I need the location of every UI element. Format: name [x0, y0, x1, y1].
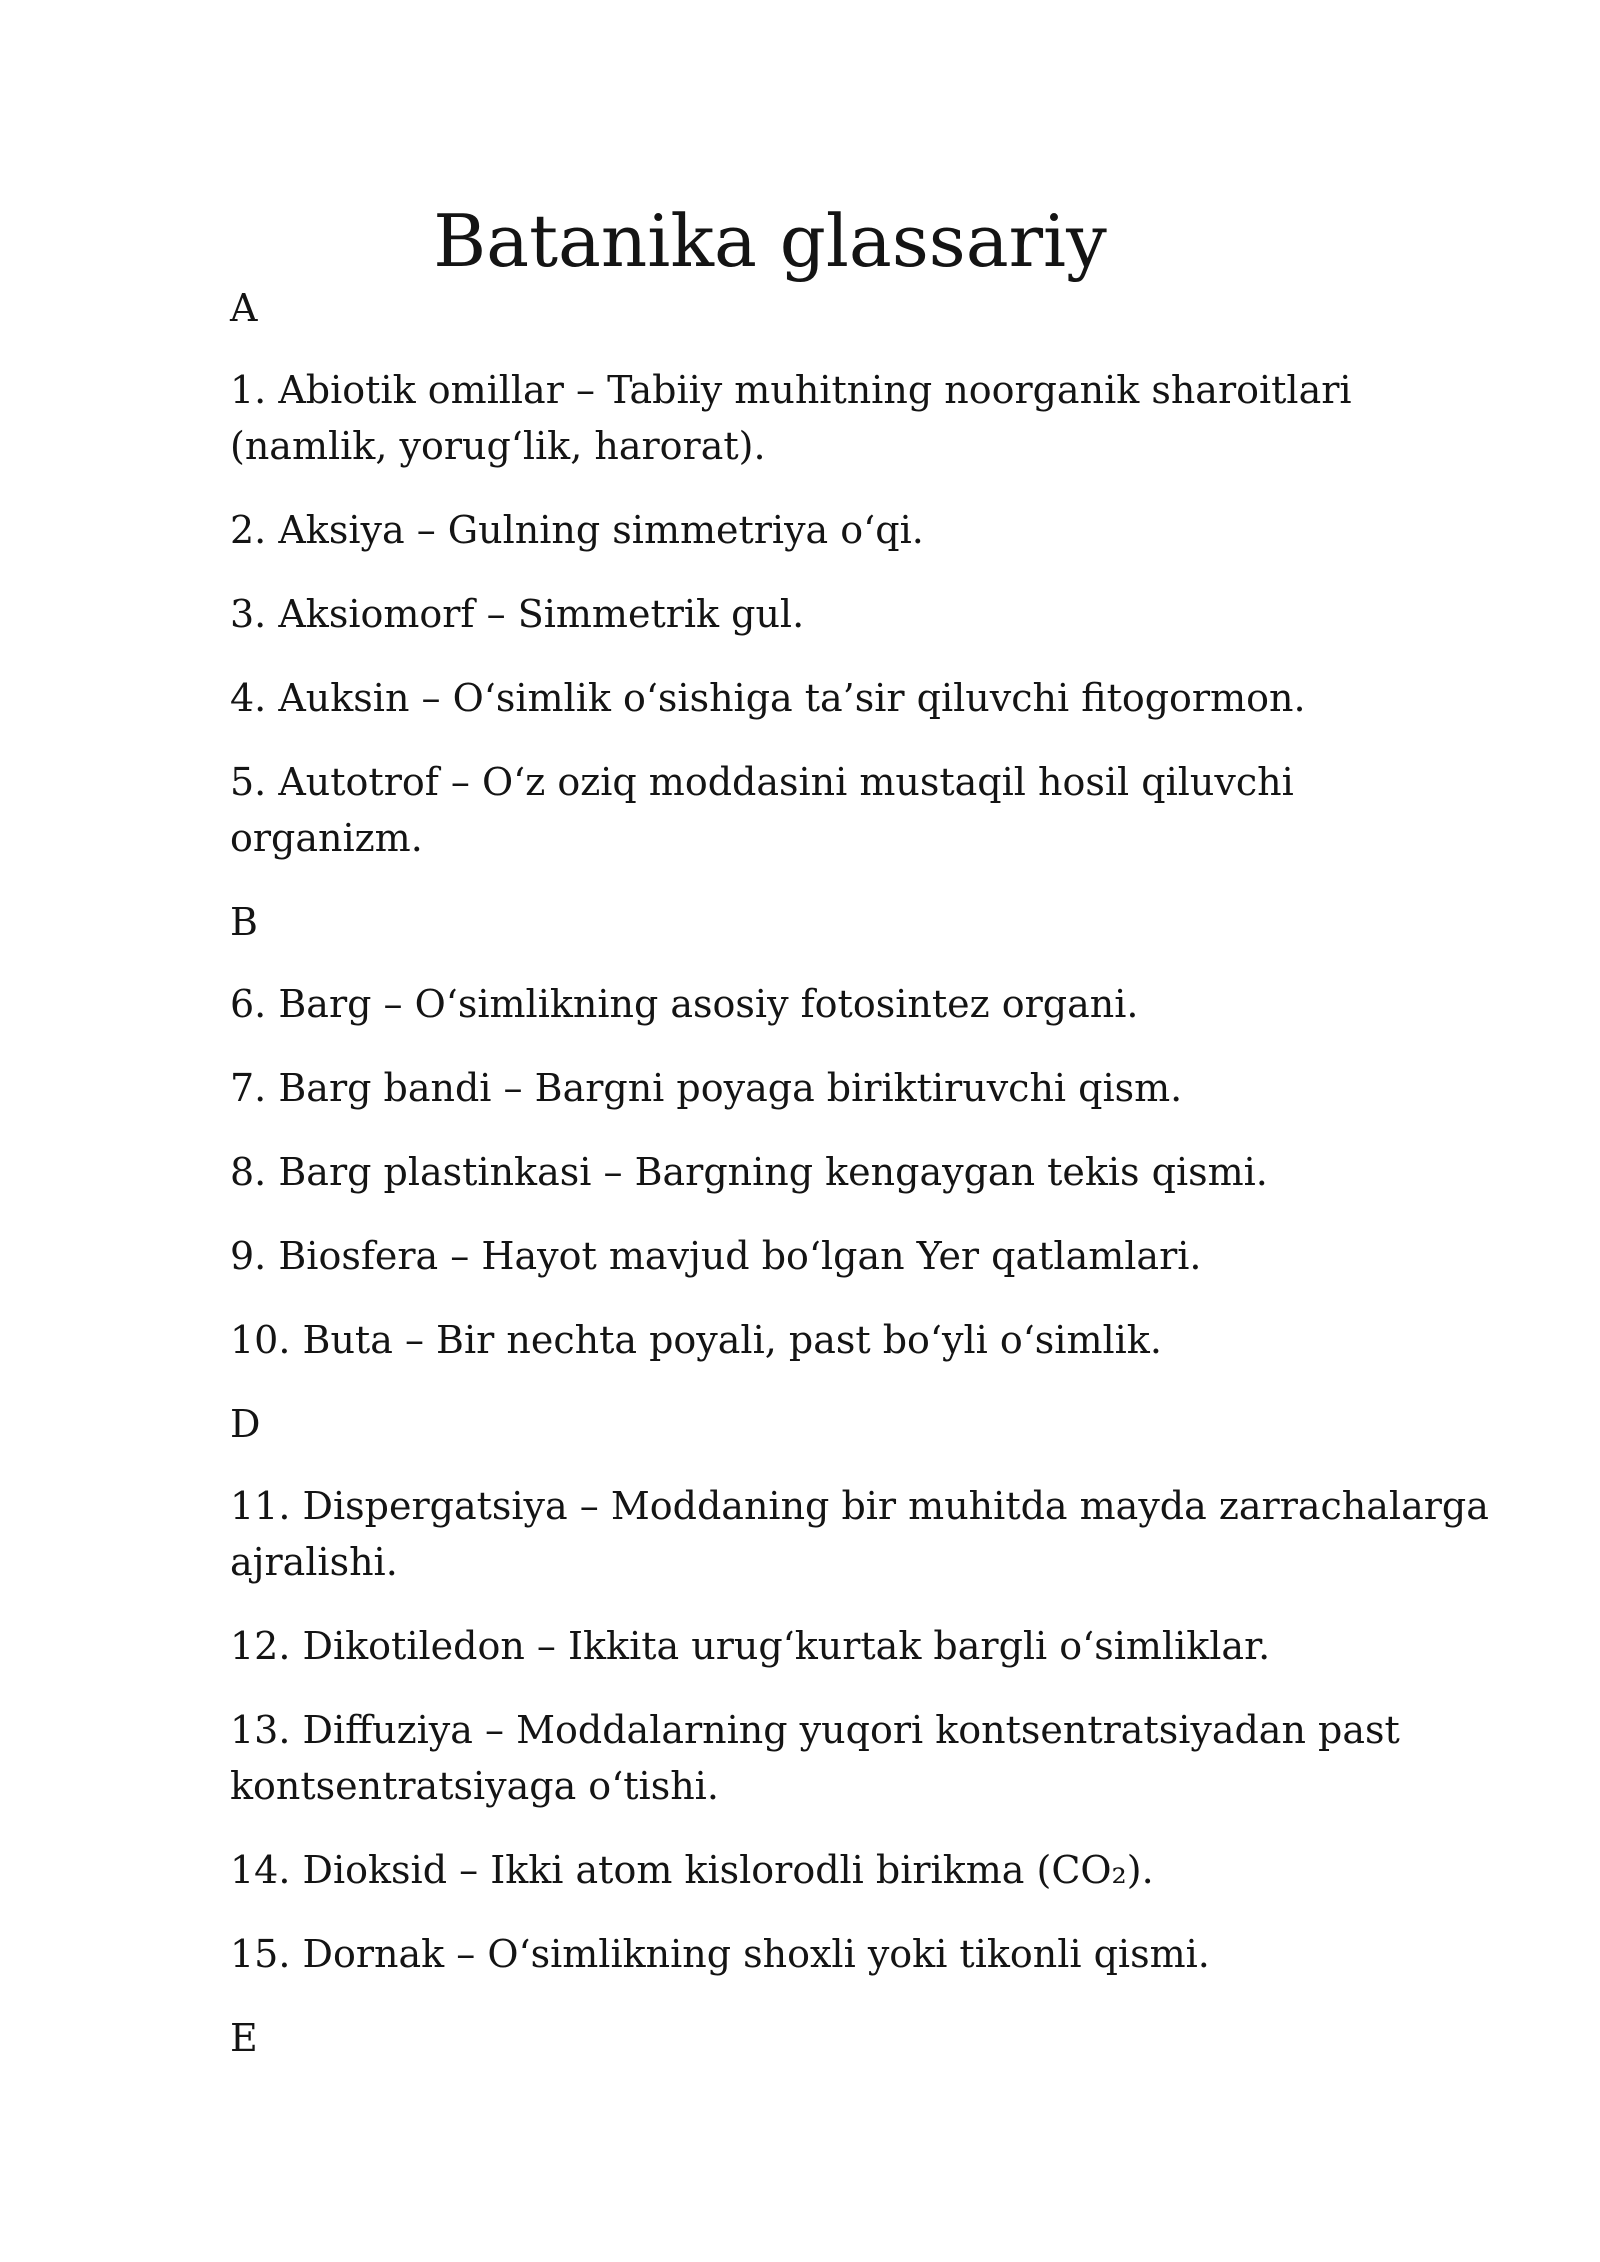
entry-number: 5. [230, 760, 267, 804]
glossary-entry [230, 1926, 1490, 1982]
entry-separator: – [486, 592, 506, 636]
entry-definition: Moddalarning yuqori kontsentratsiyadan past kontsentratsiyaga o‘tishi. [230, 1708, 1400, 1808]
entry-definition: O‘simlikning asosiy fotosintez organi. [414, 982, 1139, 1026]
entry-number: 13. [230, 1708, 291, 1752]
entry-number: 7. [230, 1066, 267, 1110]
glossary-entry [230, 1312, 1490, 1368]
entry-separator: – [404, 1318, 424, 1362]
entry-separator: – [383, 982, 403, 1026]
entry-separator: – [459, 1848, 479, 1892]
entry-definition: Bir nechta poyali, past bo‘yli o‘simlik. [436, 1318, 1162, 1362]
entry-separator: – [485, 1708, 505, 1752]
entry-definition: Hayot mavjud bo‘lgan Yer qatlamlari. [481, 1234, 1202, 1278]
entry-number: 10. [230, 1318, 291, 1362]
entry-separator: – [416, 508, 436, 552]
entry-separator: – [450, 760, 470, 804]
entry-definition: Ikkita urug‘kurtak bargli o‘simliklar. [568, 1624, 1271, 1668]
entry-term: Diffuziya [302, 1708, 473, 1752]
entry-separator: – [450, 1234, 470, 1278]
entry-definition: Simmetrik gul. [517, 592, 805, 636]
glossary-entry [230, 1618, 1490, 1674]
entry-term: Dispergatsiya [302, 1484, 568, 1528]
glossary-entry [230, 1702, 1490, 1814]
entry-number: 4. [230, 676, 267, 720]
entry-term: Dikotiledon [302, 1624, 525, 1668]
entry-definition: O‘z oziq moddasini mustaqil hosil qiluvchi organizm. [230, 760, 1294, 860]
glossary-entry [230, 502, 1490, 558]
entry-term: Autotrof [278, 760, 439, 804]
entry-definition: O‘simlikning shoxli yoki tikonli qismi. [487, 1932, 1210, 1976]
entry-separator: – [503, 1066, 523, 1110]
glossary-entry [230, 586, 1490, 642]
entry-term: Buta [302, 1318, 393, 1362]
entry-term: Barg [278, 982, 372, 1026]
section-letter-a: A [230, 286, 258, 330]
entry-definition: Bargni poyaga biriktiruvchi qism. [534, 1066, 1183, 1110]
entry-term: Barg plastinkasi [278, 1150, 592, 1194]
section-letter-e: E [230, 2016, 258, 2060]
section-letter-d: D [230, 1402, 261, 1446]
entry-separator: – [575, 368, 595, 412]
entry-definition: Moddaning bir muhitda mayda zarrachalarga ajralishi. [230, 1484, 1489, 1584]
entry-number: 1. [230, 368, 267, 412]
glossary-entry [230, 1478, 1490, 1590]
glossary-entry [230, 1060, 1490, 1116]
entry-number: 3. [230, 592, 267, 636]
entry-definition: O‘simlik o‘sishiga ta’sir qiluvchi fitogormon. [452, 676, 1306, 720]
entry-term: Barg bandi [278, 1066, 492, 1110]
entry-separator: – [536, 1624, 556, 1668]
entry-separator: – [456, 1932, 476, 1976]
entry-definition: Ikki atom kislorodli birikma (CO₂). [490, 1848, 1154, 1892]
entry-number: 6. [230, 982, 267, 1026]
page-title: Batanika glassariy [433, 199, 1107, 284]
glossary-entry [230, 1228, 1490, 1284]
entry-definition: Gulning simmetriya o‘qi. [447, 508, 924, 552]
glossary-entry [230, 670, 1490, 726]
glossary-content [230, 280, 1490, 2092]
entry-separator: – [421, 676, 441, 720]
entry-number: 11. [230, 1484, 291, 1528]
entry-term: Dioksid [302, 1848, 448, 1892]
entry-separator: – [603, 1150, 623, 1194]
entry-term: Aksiya [278, 508, 405, 552]
entry-separator: – [579, 1484, 599, 1528]
entry-term: Auksin [278, 676, 410, 720]
entry-number: 9. [230, 1234, 267, 1278]
glossary-entry [230, 754, 1490, 866]
entry-number: 15. [230, 1932, 291, 1976]
glossary-entry [230, 976, 1490, 1032]
entry-number: 8. [230, 1150, 267, 1194]
entry-number: 12. [230, 1624, 291, 1668]
glossary-entry [230, 1842, 1490, 1898]
entry-definition: Tabiiy muhitning noorganik sharoitlari (namlik, yorug‘lik, harorat). [230, 368, 1352, 468]
entry-number: 14. [230, 1848, 291, 1892]
entry-definition: Bargning kengaygan tekis qismi. [634, 1150, 1268, 1194]
entry-number: 2. [230, 508, 267, 552]
entry-term: Biosfera [278, 1234, 439, 1278]
section-letter-b: B [230, 900, 258, 944]
glossary-entry [230, 1144, 1490, 1200]
entry-term: Dornak [302, 1932, 445, 1976]
glossary-entry [230, 362, 1490, 474]
entry-term: Aksiomorf [278, 592, 475, 636]
entry-term: Abiotik omillar [278, 368, 564, 412]
